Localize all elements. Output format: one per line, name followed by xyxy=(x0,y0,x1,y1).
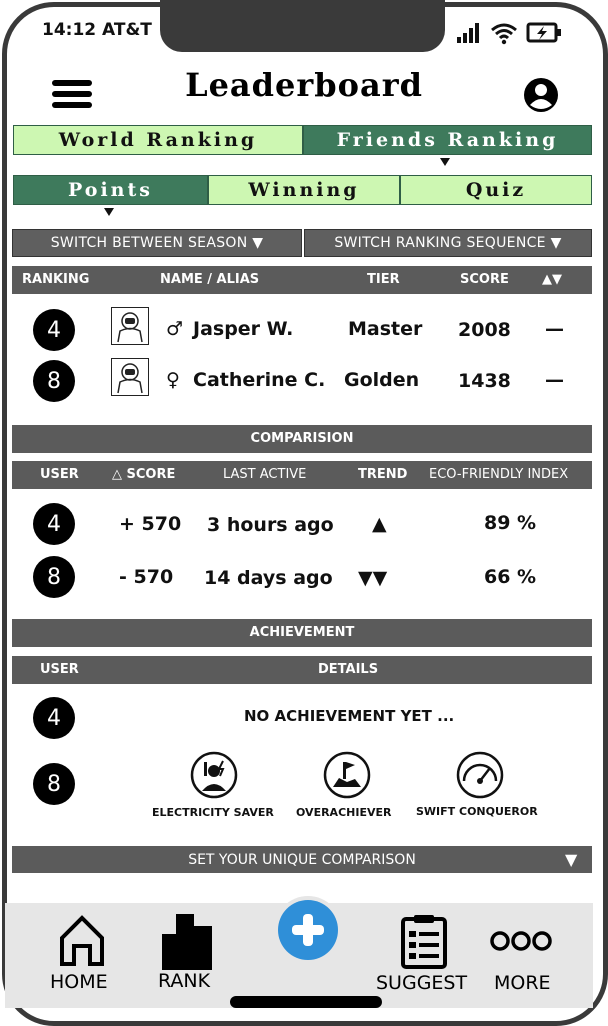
home-icon[interactable] xyxy=(58,912,106,970)
home-indicator xyxy=(230,996,382,1008)
badge-label: ELECTRICITY SAVER xyxy=(152,806,274,819)
tab-winning[interactable]: Winning xyxy=(208,175,400,205)
status-time-carrier: 14:12 AT&T xyxy=(42,20,152,40)
tab-world-ranking[interactable]: World Ranking xyxy=(13,125,303,155)
season-dropdown[interactable]: SWITCH BETWEEN SEASON ▼ xyxy=(12,229,302,257)
delta-score: + 570 xyxy=(119,513,182,535)
page-title: Leaderboard xyxy=(185,66,423,104)
nav-home-label[interactable]: HOME xyxy=(50,971,108,993)
last-active: 3 hours ago xyxy=(207,514,334,536)
user-badge: 4 xyxy=(33,697,75,739)
user-badge: 8 xyxy=(33,763,75,805)
rank-badge: 8 xyxy=(33,360,75,402)
comparison-title-bar xyxy=(12,425,592,453)
tab-friends-ranking[interactable]: Friends Ranking xyxy=(303,125,592,155)
nav-more-label[interactable]: MORE xyxy=(494,972,551,994)
player-name[interactable]: Jasper W. xyxy=(193,318,294,340)
col-score[interactable]: SCORE xyxy=(460,272,509,287)
achievement-title-bar xyxy=(12,619,592,647)
comparison-title: COMPARISION xyxy=(250,431,354,446)
col-last-active: LAST ACTIVE xyxy=(223,467,307,482)
avatar[interactable] xyxy=(111,358,149,396)
rank-change: — xyxy=(545,369,564,391)
rank-change: — xyxy=(545,318,564,340)
col-delta-score: △ SCORE xyxy=(112,467,176,482)
col-user: USER xyxy=(40,662,79,677)
col-trend: TREND xyxy=(358,467,408,482)
custom-comparison-label: SET YOUR UNIQUE COMPARISON xyxy=(188,852,416,868)
ranking-sequence-dropdown[interactable]: SWITCH RANKING SEQUENCE ▼ xyxy=(304,229,592,257)
avatar[interactable] xyxy=(111,307,149,345)
user-badge: 4 xyxy=(33,503,75,545)
eco-index: 66 % xyxy=(484,566,537,588)
overachiever-icon[interactable] xyxy=(323,751,371,799)
battery-charging-icon xyxy=(526,21,564,49)
col-eco-index: ECO-FRIENDLY INDEX xyxy=(429,467,569,482)
nav-rank-label[interactable]: RANK xyxy=(158,970,211,992)
badge-label: SWIFT CONQUEROR xyxy=(416,805,538,818)
tab-quiz[interactable]: Quiz xyxy=(400,175,592,205)
sort-arrows[interactable]: ▲▼ xyxy=(542,272,562,287)
astronaut-icon xyxy=(112,359,148,395)
player-score: 1438 xyxy=(458,370,511,392)
speedometer-icon[interactable] xyxy=(456,751,504,799)
active-tab-caret xyxy=(440,158,450,166)
col-details: DETAILS xyxy=(318,662,379,677)
achievement-header-row xyxy=(12,656,592,684)
gender-female-icon: ♀ xyxy=(166,369,180,391)
more-icon[interactable] xyxy=(490,930,554,956)
astronaut-icon xyxy=(112,308,148,344)
clipboard-icon[interactable] xyxy=(400,913,448,973)
nav-suggest-label[interactable]: SUGGEST xyxy=(376,972,468,994)
ranking-header-row xyxy=(12,266,592,294)
rank-icon[interactable] xyxy=(162,912,216,974)
gender-male-icon: ♂ xyxy=(166,318,184,340)
delta-score: - 570 xyxy=(119,566,174,588)
col-user: USER xyxy=(40,467,79,482)
add-button[interactable] xyxy=(272,894,344,970)
trend-down-icon: ▼▼ xyxy=(358,567,388,589)
active-subtab-caret xyxy=(104,208,114,216)
player-name[interactable]: Catherine C. xyxy=(193,369,326,391)
phone-notch xyxy=(160,0,445,52)
tab-points[interactable]: Points xyxy=(13,175,208,205)
col-ranking: RANKING xyxy=(22,272,90,287)
trend-up-icon: ▲ xyxy=(372,513,387,535)
wifi-icon xyxy=(489,21,519,49)
electricity-saver-icon[interactable] xyxy=(190,751,238,799)
dropdown-arrow-icon: ▼ xyxy=(565,850,578,869)
player-tier: Master xyxy=(348,318,423,340)
signal-icon xyxy=(455,22,481,48)
comparison-header-row xyxy=(12,461,592,489)
col-name: NAME / ALIAS xyxy=(160,272,260,287)
player-tier: Golden xyxy=(344,369,420,391)
last-active: 14 days ago xyxy=(204,567,333,589)
custom-comparison-dropdown[interactable] xyxy=(12,846,592,873)
rank-badge: 4 xyxy=(33,309,75,351)
achievement-title: ACHIEVEMENT xyxy=(249,625,355,640)
no-achievement-text: NO ACHIEVEMENT YET ... xyxy=(244,707,455,725)
badge-label: OVERACHIEVER xyxy=(296,806,392,819)
col-tier: TIER xyxy=(367,272,400,287)
user-icon[interactable] xyxy=(523,77,559,117)
user-badge: 8 xyxy=(33,556,75,598)
eco-index: 89 % xyxy=(484,512,537,534)
player-score: 2008 xyxy=(458,319,511,341)
